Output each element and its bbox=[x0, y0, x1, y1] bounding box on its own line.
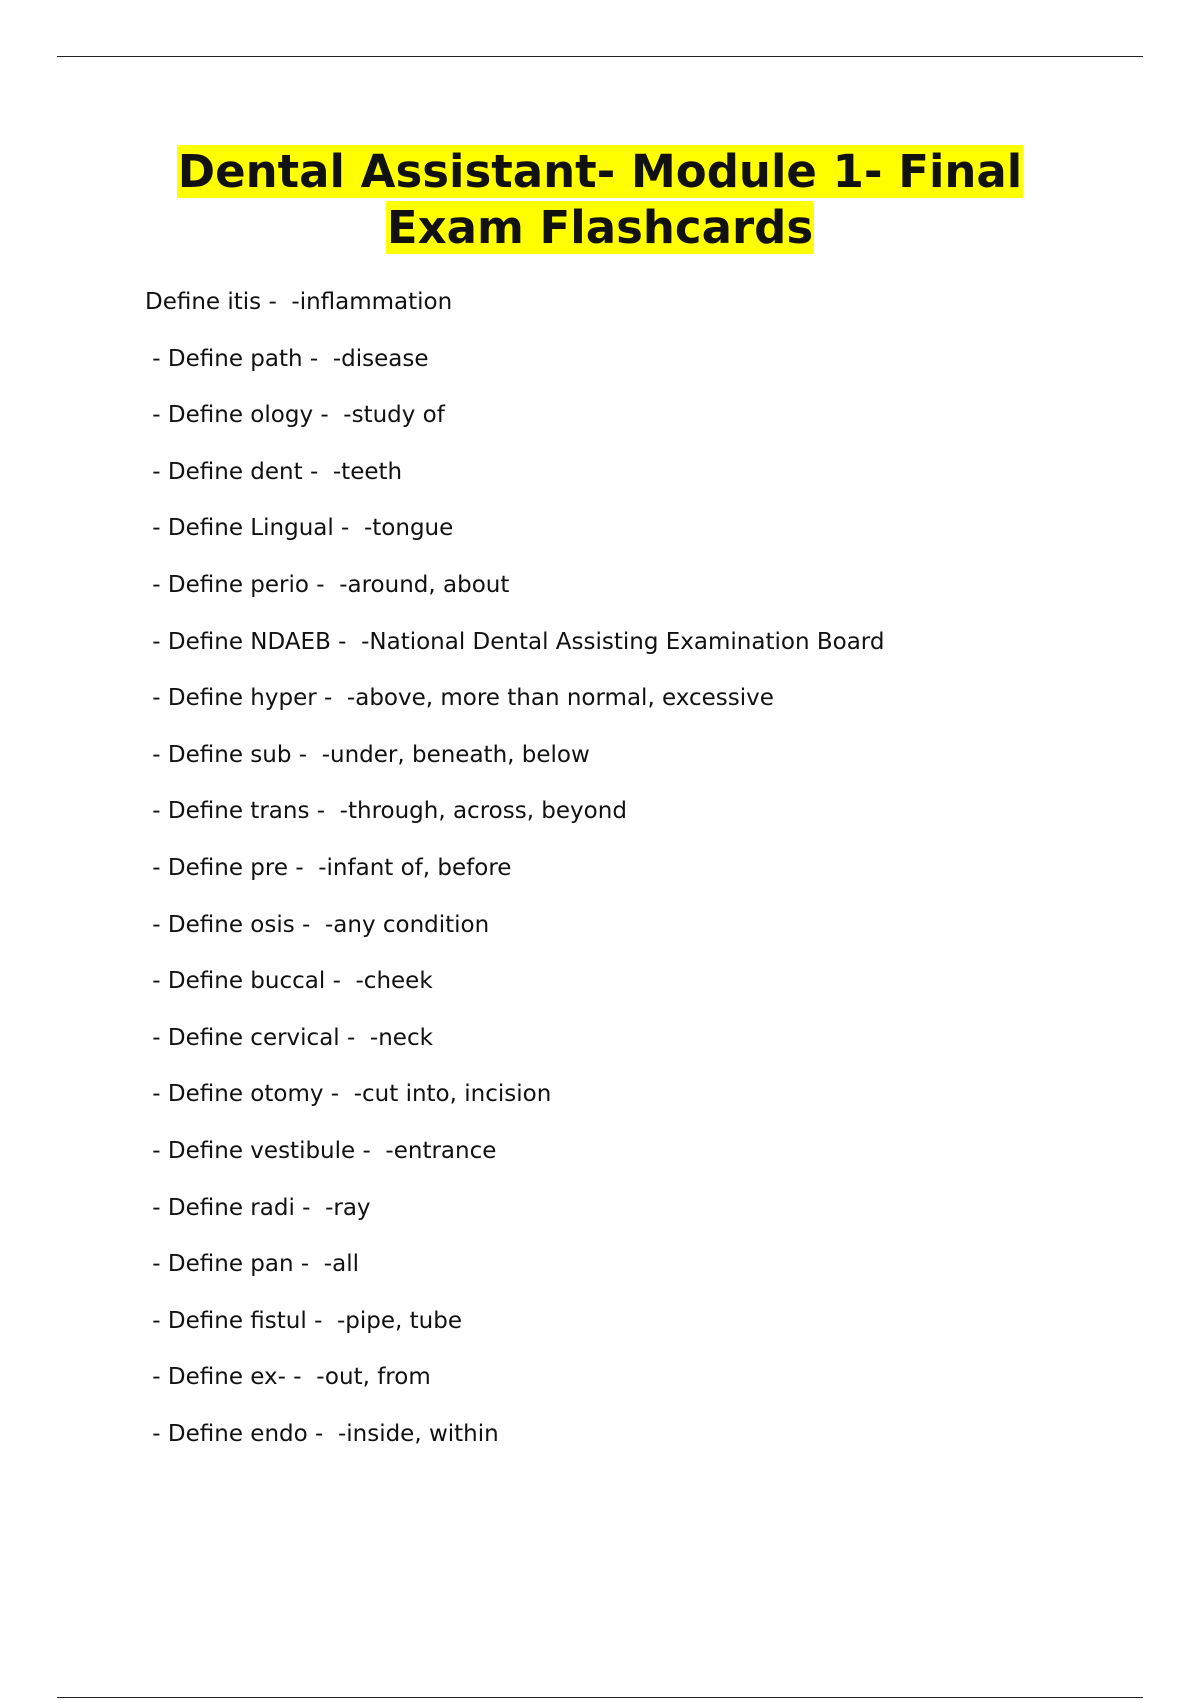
flashcard-item: - Define fistul - -pipe, tube bbox=[145, 1307, 463, 1334]
flashcard-item: - Define perio - -around, about bbox=[145, 571, 510, 598]
flashcard-item: - Define endo - -inside, within bbox=[145, 1420, 499, 1447]
flashcard-list bbox=[145, 282, 1145, 1470]
header-rule bbox=[57, 56, 1143, 57]
flashcard-item: - Define path - -disease bbox=[145, 345, 429, 372]
page-title bbox=[100, 144, 1100, 256]
flashcard-item: - Define hyper - -above, more than normal, excessive bbox=[145, 685, 774, 712]
flashcard-item: - Define pre - -infant of, before bbox=[145, 854, 512, 881]
flashcard-item: Define itis - -inflammation bbox=[145, 289, 453, 315]
flashcard-item: - Define ex- - -out, from bbox=[145, 1364, 431, 1391]
flashcard-item: - Define trans - -through, across, beyond bbox=[145, 798, 627, 825]
flashcard-item: - Define radi - -ray bbox=[145, 1194, 371, 1221]
flashcard-item: - Define vestibule - -entrance bbox=[145, 1137, 497, 1164]
flashcard-item: - Define buccal - -cheek bbox=[145, 968, 433, 995]
title-line-2: Exam Flashcards bbox=[386, 201, 814, 254]
flashcard-item: - Define Lingual - -tongue bbox=[145, 515, 454, 542]
flashcard-item: - Define pan - -all bbox=[145, 1251, 359, 1278]
flashcard-item: - Define cervical - -neck bbox=[145, 1024, 433, 1051]
flashcard-item: - Define sub - -under, beneath, below bbox=[145, 741, 590, 768]
footer-rule bbox=[57, 1697, 1143, 1698]
flashcard-item: - Define osis - -any condition bbox=[145, 911, 490, 938]
title-line-1: Dental Assistant- Module 1- Final bbox=[177, 145, 1023, 198]
flashcard-item: - Define NDAEB - -National Dental Assisting Examination Board bbox=[145, 628, 885, 655]
flashcard-item: - Define ology - -study of bbox=[145, 402, 445, 429]
flashcard-item: - Define otomy - -cut into, incision bbox=[145, 1081, 552, 1108]
flashcard-item: - Define dent - -teeth bbox=[145, 458, 403, 485]
